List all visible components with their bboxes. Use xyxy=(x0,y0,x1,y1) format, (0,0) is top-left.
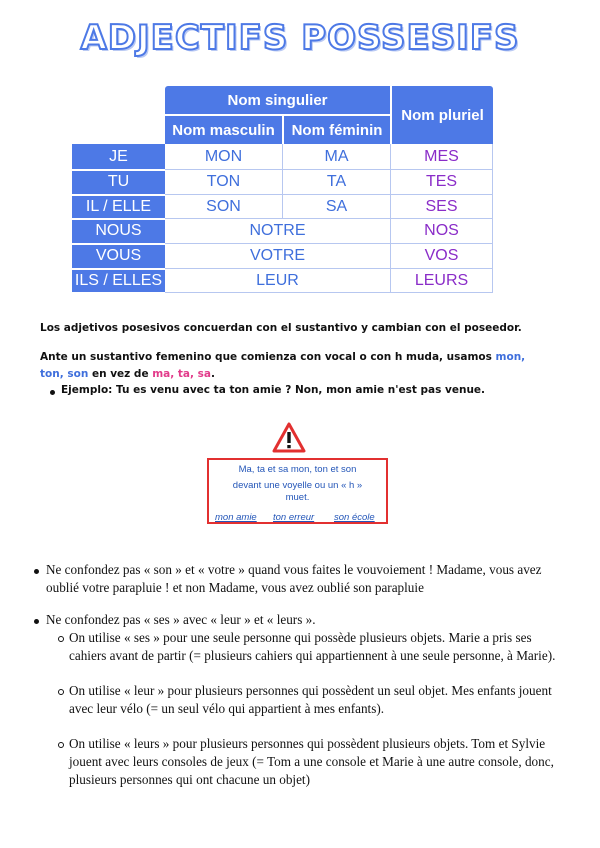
cell-singular: LEUR xyxy=(256,271,299,289)
fr-note-line: oublié votre parapluie ! et non Madame, vous avez oublié son parapluie xyxy=(46,580,424,595)
cell-fem: MA xyxy=(324,148,349,165)
fr-note-line: jouent avec leurs consoles de jeux (= Tom a une console et Marie à une autre console, donc, xyxy=(69,754,554,769)
header-plural: Nom pluriel xyxy=(401,106,484,124)
fr-sub-ses xyxy=(69,629,555,665)
warning-line-2: devant une voyelle ou un « h » xyxy=(232,480,363,491)
header-feminine: Nom féminin xyxy=(291,121,383,139)
header-masculine: Nom masculin xyxy=(172,121,275,139)
warning-example-1: mon amie xyxy=(215,512,257,523)
warning-example-3: son école xyxy=(334,512,375,523)
cell-plural: MES xyxy=(424,148,459,165)
fr-note-line: On utilise « leur » pour plusieurs personnes qui possèdent un seul objet. Mes enfants jouent xyxy=(69,683,552,698)
cell-plural: SES xyxy=(425,198,458,215)
pronoun-nous: NOUS xyxy=(95,222,142,239)
note-ton-son: ton, son xyxy=(40,368,89,380)
pronoun-ils-elles: ILS / ELLES xyxy=(74,271,163,289)
cell-fem: SA xyxy=(325,198,348,215)
pronoun-il-elle: IL / ELLE xyxy=(85,198,152,215)
fr-note-line: Ne confondez pas « son » et « votre » quand vous faites le vouvoiement ! Madame, vous avez xyxy=(46,562,542,577)
warning-line-3: muet. xyxy=(285,492,310,503)
fr-sub-leur xyxy=(69,682,552,718)
fr-note-line: plusieurs personnes qui ont chacune un objet) xyxy=(69,772,310,787)
note-mon: mon, xyxy=(495,351,526,363)
sub-bullet xyxy=(58,689,64,695)
note-example: Ejemplo: Tu es venu avec ta ton amie ? Non, mon amie n'est pas venue. xyxy=(61,384,486,396)
pronoun-tu: TU xyxy=(107,173,130,190)
fr-note-line: On utilise « leurs » pour plusieurs personnes qui possèdent plusieurs objets. Tom et Sylvie xyxy=(69,736,546,751)
cell-masc: MON xyxy=(204,148,243,165)
pronoun-vous: VOUS xyxy=(95,247,142,264)
fr-note-line: On utilise « ses » pour une seule personne qui possède plusieurs objets. Marie a pris ses xyxy=(69,630,532,645)
cell-plural: NOS xyxy=(424,222,459,239)
fr-note-line: cahiers avant de partir (= plusieurs cahiers qui appartiennent à une seule personne, à Marie). xyxy=(69,648,556,663)
fr-note-ses-leur: Ne confondez pas « ses » avec « leur » et « leurs ». xyxy=(46,612,316,627)
warning-box xyxy=(207,458,388,524)
cell-plural: LEURS xyxy=(414,271,469,289)
note-vowel-rule xyxy=(40,349,525,383)
bullet-dot xyxy=(34,569,39,574)
note-agreement: Los adjetivos posesivos concuerdan con el sustantivo y cambian con el poseedor. xyxy=(40,322,522,334)
warning-example-2: ton erreur xyxy=(273,512,315,523)
grid-line xyxy=(165,292,493,293)
pronoun-je: JE xyxy=(109,148,128,165)
note-period: . xyxy=(211,368,215,380)
note-ma-ta-sa: ma, ta, sa xyxy=(152,368,211,380)
warning-icon xyxy=(272,422,306,454)
bullet-dot xyxy=(50,390,55,395)
cell-fem: TA xyxy=(326,173,347,190)
note-instead: en vez de xyxy=(88,368,153,380)
fr-note-line: avec leur vélo (= un seul vélo qui appartient à mes enfants). xyxy=(69,701,385,716)
fr-note-vouvoiement xyxy=(46,561,542,597)
header-singular: Nom singulier xyxy=(227,91,328,109)
sub-bullet xyxy=(58,636,64,642)
fr-sub-leurs xyxy=(69,735,554,789)
cell-singular: VOTRE xyxy=(249,247,306,264)
cell-masc: TON xyxy=(206,173,241,190)
cell-plural: VOS xyxy=(424,247,459,264)
page-title: ADJECTIFS POSSESIFS xyxy=(80,18,520,58)
sub-bullet xyxy=(58,742,64,748)
warning-line-1: Ma, ta et sa mon, ton et son xyxy=(238,464,357,475)
note-vowel-text: Ante un sustantivo femenino que comienza con vocal o con h muda, usamos xyxy=(40,351,496,363)
bullet-dot xyxy=(34,619,39,624)
cell-singular: NOTRE xyxy=(249,222,306,239)
cell-masc: SON xyxy=(206,198,241,215)
cell-plural: TES xyxy=(425,173,458,190)
